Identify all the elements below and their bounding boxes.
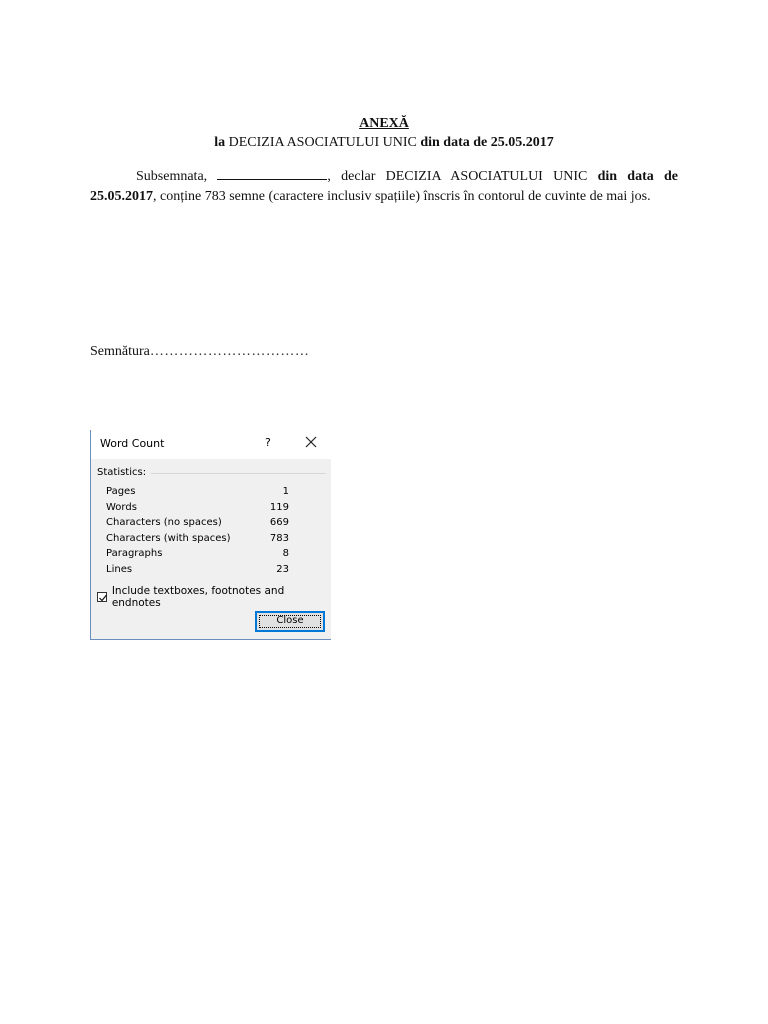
para-part3: , conține 783 semne (caractere inclusiv spațiile) înscris în contorul de cuvinte de mai jos. (153, 189, 651, 204)
stat-label: Characters (with spaces) (106, 533, 231, 544)
close-x-icon (303, 434, 319, 450)
include-textboxes-label: Include textboxes, footnotes and endnotes (111, 585, 285, 609)
annex-title: ANEXĂ (359, 116, 409, 131)
document-heading (0, 114, 768, 152)
close-button-label: Close (276, 615, 304, 626)
signature-label: Semnătura (90, 344, 150, 359)
declaration-paragraph (90, 166, 678, 207)
para-part1: Subsemnata, (136, 169, 208, 184)
stat-row-characters-no-spaces (106, 517, 289, 532)
para-bold-date: din data de 25.05.2017 (90, 169, 678, 204)
stat-label: Words (106, 502, 137, 513)
dialog-title: Word Count (100, 437, 165, 450)
stat-label: Pages (106, 486, 136, 497)
stat-label: Lines (106, 564, 133, 575)
stat-value: 1 (282, 486, 289, 497)
close-icon[interactable] (303, 434, 319, 450)
stat-row-characters-with-spaces (106, 533, 289, 548)
help-button[interactable]: ? (265, 436, 271, 449)
stat-row-paragraphs (106, 548, 289, 563)
stat-value: 783 (269, 533, 289, 544)
subtitle-main: DECIZIA ASOCIATULUI UNIC (228, 135, 417, 150)
para-part2: , declar DECIZIA ASOCIATULUI UNIC (327, 169, 588, 184)
annex-subtitle (0, 133, 768, 152)
close-button[interactable] (255, 611, 325, 632)
name-blank-line (217, 166, 327, 180)
signature-dots: …………………………… (149, 344, 310, 359)
subtitle-prefix: la (214, 135, 226, 150)
include-textboxes-checkbox[interactable] (97, 592, 107, 602)
stat-row-lines (106, 564, 289, 579)
checkmark-icon (98, 593, 108, 603)
signature-line (90, 342, 309, 361)
dialog-titlebar (91, 430, 331, 459)
stat-value: 669 (269, 517, 289, 528)
stat-value: 119 (269, 502, 289, 513)
stat-value: 8 (282, 548, 289, 559)
statistics-label: Statistics: (97, 467, 147, 478)
include-textboxes-option[interactable] (97, 585, 331, 609)
subtitle-date: din data de 25.05.2017 (420, 135, 554, 150)
stat-row-pages (106, 486, 289, 501)
stat-value: 23 (276, 564, 289, 575)
statistics-divider (151, 473, 326, 474)
stat-label: Paragraphs (106, 548, 163, 559)
word-count-dialog (90, 430, 331, 640)
stat-row-words (106, 502, 289, 517)
stat-label: Characters (no spaces) (106, 517, 222, 528)
